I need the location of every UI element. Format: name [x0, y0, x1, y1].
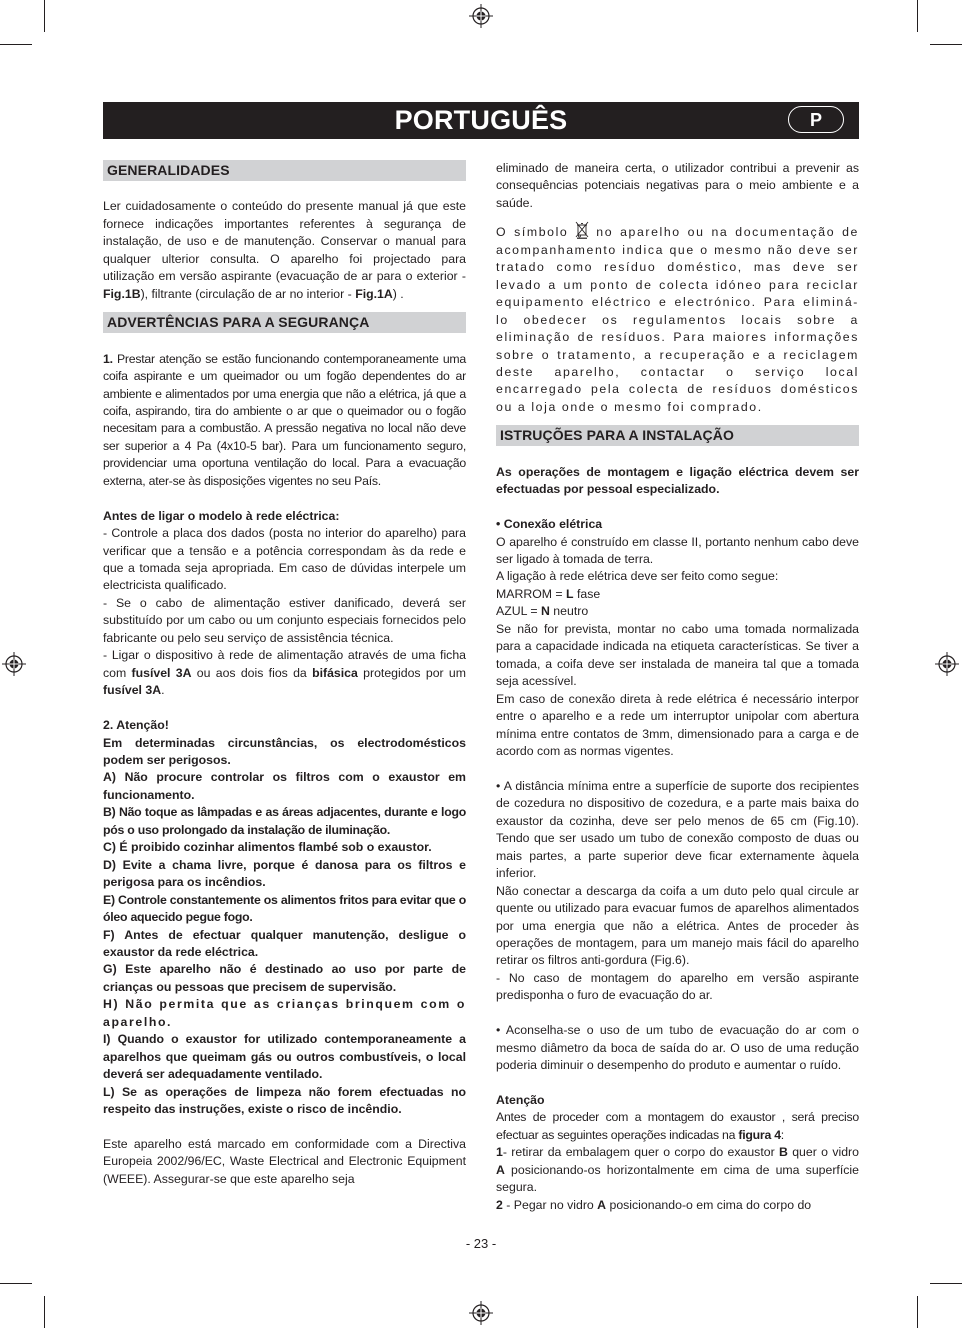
marrom-line: MARROM = L fase [496, 586, 601, 601]
antes-de-ligar-heading: Antes de ligar o modelo à rede eléctrica: [103, 508, 340, 523]
crop-mark [44, 0, 45, 32]
conexao-paragraph-2: A ligação à rede elétrica deve ser feito como segue: [496, 569, 779, 584]
atencao-item-g: G) Este aparelho não é destinado ao uso por parte de crianças ou pessoas que precisem de supervisão. [103, 962, 466, 994]
atencao-item-d: D) Evite a chama livre, porque é danosa para os filtros e perigosa para os incêndios. [103, 857, 466, 890]
simbolo-paragraph: O símbolo no aparelho ou na documentação de acompanhamento indica que o mesmo não deve ser tratado como resíduo doméstico, mas deve ser levado a um ponto de colecta idóneo para reciclar equipamento eléctrico e electrónico. Para eliminá-lo obedecer os regulamentos locais sobre a eliminação de resíduos. Para maiores informações sobre o tratamento, a recuperação e a reciclagem deste aparelho, contactar o serviço local encarregado pela colecta de resíduos domésticos ou a loja onde o mesmo foi comprado. [496, 221, 859, 416]
section-heading-seguranca: ADVERTÊNCIAS PARA A SEGURANÇA [103, 312, 466, 333]
aconselha-paragraph: • Aconselha-se o uso de um tubo de evacuação do ar com o mesmo diâmetro da boca de saída do ar. O uso de uma redução poderia diminuir o desempenho do produto e aumentar o ruído. [496, 1023, 859, 1073]
conexao-heading: • Conexão elétrica [496, 517, 603, 532]
weee-bin-icon [575, 221, 589, 239]
atencao-block [103, 717, 466, 1118]
conexao-paragraph-1: O aparelho é construído em classe II, portanto nenhum cabo deve ser ligado à tomada de terra. [496, 534, 859, 567]
install-step-1: 1- retirar da embalagem quer o corpo do exaustor B quer o vidro A posicionando-os horizontalmente em cima de uma superfície segura. [496, 1145, 859, 1195]
left-column [103, 160, 466, 1188]
registration-mark-icon [935, 652, 959, 676]
safety-item-1: 1. Prestar atenção se estão funcionando contemporaneamente uma coifa aspirante e um queimador ou um fogão dependentes do ar ambiente e alimentados por uma energia que não a elétrica, já que a coifa, aspirando, tira do ambiente o ar que o queimador ou o fogão necesitam para a combustão. A pressão negativa no local não deve ser superior a 4 Pa (4x10-5 bar). Para um funcionamento seguro, providenciar uma oportuna ventilação do local. Para a evacuação externa, ater-se às disposições vigentes no seu País. [103, 351, 466, 488]
crop-mark [0, 44, 32, 45]
azul-line: AZUL = N neutro [496, 604, 589, 619]
atencao-item-a: A) Não procure controlar os filtros com o exaustor em funcionamento. [103, 770, 466, 802]
crop-mark [930, 44, 962, 45]
atencao-item-c: C) É proibido cozinhar alimentos flambé sob o exaustor. [103, 840, 432, 855]
atencao-item-f: F) Antes de efectuar qualquer manutenção, desligue o exaustor da rede eléctrica. [103, 927, 466, 959]
crop-mark [0, 1283, 32, 1284]
conexao-paragraph-4: Em caso de conexão direta à rede elétrica é necessário interpor entre o aparelho e a rede um interruptor unipolar com abertura mínima entre contatos de 3mm, dimensionado para a carga e de acordo com as normas vigentes. [496, 691, 859, 759]
conexao-paragraph-3: Se não for prevista, montar no cabo uma tomada normalizada para a capacidade indicada na etiqueta características. Se tiver a tomada, a coifa deve ser instalada de maneira tal que a tomada seja acessível. [496, 621, 859, 689]
atencao-intro: Em determinadas circunstâncias, os electrodomésticos podem ser perigosos. [103, 735, 466, 767]
registration-mark-icon [469, 1301, 493, 1325]
antes-item-1: - Controle a placa dos dados (posta no interior do aparelho) para verificar que a tensão e a potência correspondam às da rede e que a tomada seja apropriada. Em caso de dúvidas interpele um electricista qualificado. [103, 526, 466, 593]
installation-warning: As operações de montagem e ligação eléctrica devem ser efectuadas por pessoal especializado. [496, 464, 859, 497]
generalidades-paragraph: Ler cuidadosamente o conteúdo do presente manual já que este fornece indicações importantes referentes à segurança de instalação, de uso e de manutenção. Conservar o manual para qualquer ulterior consulta. O aparelho foi projectado para utilização em versão aspirante (evacuação de ar para o exterior - Fig.1B), filtrante (circulação de ar no interior - Fig.1A) . [103, 199, 466, 301]
antes-item-2: - Se o cabo de alimentação estiver danificado, deverá ser substituído por um cabo ou um conjunto especiais fornecidos pelo fabricante ou pelo seu serviço de assistência técnica. [103, 595, 466, 645]
weee-paragraph-start: Este aparelho está marcado em conformidade com a Directiva Europeia 2002/96/EC, Waste Electrical and Electronic Equipment (WEEE). Assegurar-se que este aparelho seja [103, 1136, 466, 1186]
atencao-item-i: I) Quando o exaustor for utilizado contemporaneamente a aparelhos que queimam gás ou outros combustíveis, o local deverá ser adequadamente ventilado. [103, 1032, 466, 1082]
weee-paragraph-end: eliminado de maneira certa, o utilizador contribui a prevenir as consequências potenciais negativas para o meio ambiente e a saúde. [496, 161, 859, 210]
registration-mark-icon [469, 4, 493, 28]
atencao-install-heading: Atenção [496, 1093, 545, 1108]
atencao-item-b: B) Não toque as lâmpadas e as áreas adjacentes, durante e logo pós o uso prolongado da instalação de iluminação. [103, 805, 466, 837]
crop-mark [44, 1296, 45, 1328]
section-heading-generalidades: GENERALIDADES [103, 160, 466, 181]
montagem-paragraph: - No caso de montagem do aparelho em versão aspirante predisponha o furo de evacuação do ar. [496, 970, 859, 1003]
install-step-2: 2 - Pegar no vidro A posicionando-o em cima do corpo do [496, 1197, 812, 1212]
crop-mark [917, 0, 918, 32]
distancia-paragraph: • A distância mínima entre a superfície de suporte dos recipientes de cozedura no dispositivo de cozedura, e a parte mais baixa do exaustor da cozinha, deve ser pelo menos de 65 cm (Fig.10). Tendo que ser usado um tubo de conexão composto de duas ou mais partes, a parte superior deve ficar externamente àquela inferior. [496, 778, 859, 881]
crop-mark [917, 1296, 918, 1328]
atencao-item-l: L) Se as operações de limpeza não forem efectuadas no respeito das instruções, existe o risco de incêndio. [103, 1084, 466, 1117]
atencao-heading: 2. Atenção! [103, 718, 169, 733]
nao-conectar-paragraph: Não conectar a descarga da coifa a um duto pelo qual circule ar quente ou utilizado para evacuar fumos de aparelhos alimentados por uma energia que não a elétrica. Antes de proceder às operações de montagem, para um manejo mais fácil do aparelho retirar os filtros anti-gordura (Fig.6). [496, 883, 859, 968]
right-column [496, 160, 859, 1214]
atencao-item-h: H) Não permita que as crianças brinquem com o aparelho. [103, 997, 466, 1029]
page-title: PORTUGUÊS [394, 105, 568, 135]
language-header-bar [103, 102, 859, 139]
crop-mark [930, 1283, 962, 1284]
language-code-badge: P [788, 106, 844, 133]
section-heading-instalacao: ISTRUÇÕES PARA A INSTALAÇÃO [496, 425, 859, 446]
atencao-install-paragraph: Antes de proceder com a montagem do exaustor , será preciso efectuar as seguintes operações indicadas na figura 4: [496, 1110, 859, 1142]
page-number: - 23 - [465, 1236, 497, 1251]
antes-item-3: - Ligar o dispositivo à rede de alimentação através de uma ficha com fusível 3A ou aos dois fios da bifásica protegidos por um fusível 3A. [103, 648, 466, 698]
atencao-item-e: E) Controle constantemente os alimentos fritos para evitar que o óleo aquecido pegue fogo. [103, 892, 466, 925]
registration-mark-icon [2, 652, 26, 676]
